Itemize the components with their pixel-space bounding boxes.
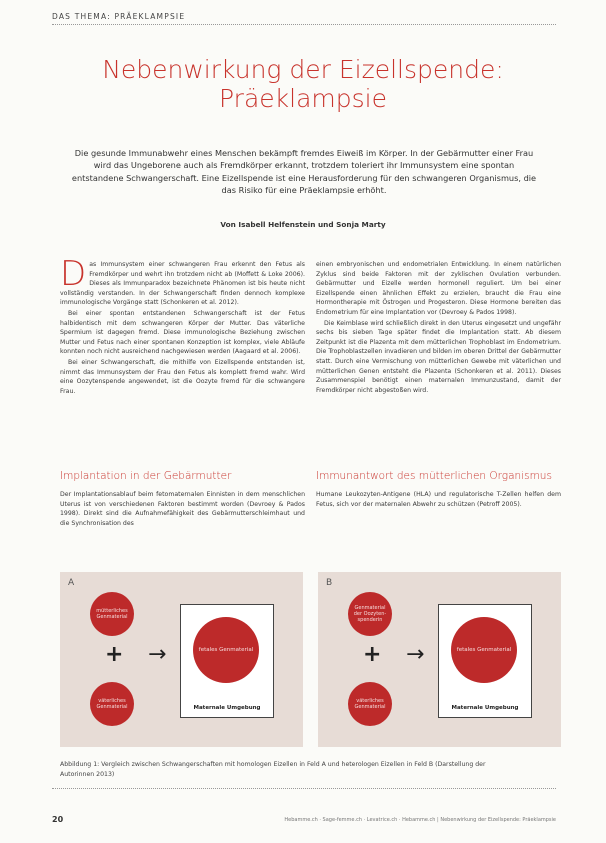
maternal-environment-label: Maternale Umgebung — [451, 705, 519, 711]
maternal-environment-box — [180, 604, 274, 718]
footer-text: Hebamme.ch · Sage-femme.ch · Levatrice.ch · Hebamme.ch | Nebenwirkung der Eizellspende: Präeklampsie — [284, 817, 556, 823]
article-lead: Die gesunde Immunabwehr eines Menschen bekämpft fremdes Eiweiß im Körper. In der Gebärmutter einer Frau wird das Ungeborene auch als Fremdkörper erkannt, trotzdem toleriert ihr Immunsystem eine spontan entstandene Schwangerschaft. Eine Eizellspende ist eine Herausforderung für den schwangeren Organismus, die das Risiko für eine Präeklampsie erhöht. — [71, 148, 537, 195]
body-column-left — [60, 254, 305, 398]
panel-letter: B — [326, 578, 333, 588]
page-number: 20 — [52, 815, 64, 824]
paternal-genes-circle: väterliches Genmaterial — [90, 682, 134, 726]
body-column-right — [316, 260, 561, 397]
body-paragraph: Bei einer Schwangerschaft, die mithilfe von Eizellspende entstanden ist, nimmt das Immunsystem der Frau den Fetus als komplett fremd wahr. Wird eine Oozytenspende angewendet, ist die Oozyte fremd für die schwangere Frau. — [60, 359, 305, 395]
fetal-genes-circle: fetales Genmaterial — [451, 617, 517, 683]
figure-caption: Abbildung 1: Vergleich zwischen Schwangerschaften mit homologen Eizellen in Feld A und heterologen Eizellen in Feld B (Darstellung der Autorinnen 2013) — [60, 761, 486, 778]
donor-genes-circle: Genmaterial der Oozyten-spenderin — [348, 592, 392, 636]
panel-letter: A — [68, 578, 75, 588]
body-paragraph: einen embryonischen und endometrialen Entwicklung. In einem natürlichen Zyklus sind beide Faktoren mit der zyklischen Ovulation verbunden. Gebärmutter und Eizelle werden hormonell reguliert. Um bei einer Eizellspende einen ähnlichen Effekt zu erzielen, braucht die Frau eine Hormontherapie mit Östrogen und Progesteron. Diese Hormone bereiten das Endometrium für eine Implantation vor (Devroey & Pados 1998). — [316, 261, 561, 317]
section-label: DAS THEMA: PRÄEKLAMPSIE — [52, 12, 186, 21]
plus-icon: + — [105, 642, 124, 667]
maternal-environment-box — [438, 604, 532, 718]
figure-panel-b — [318, 572, 561, 747]
figure-panel-a — [60, 572, 303, 747]
fetal-genes-circle: fetales Genmaterial — [193, 617, 259, 683]
arrow-right-icon: → — [148, 642, 167, 667]
subheading-implantation: Implantation in der Gebärmutter — [60, 470, 232, 482]
plus-icon: + — [363, 642, 382, 667]
maternal-environment-label: Maternale Umgebung — [193, 705, 261, 711]
top-divider — [52, 24, 556, 25]
arrow-right-icon: → — [406, 642, 425, 667]
article-authors: Von Isabell Helfenstein und Sonja Marty — [220, 220, 386, 229]
drop-cap: D — [60, 254, 87, 294]
subheading-immune-response: Immunantwort des mütterlichen Organismus — [316, 470, 552, 482]
body-paragraph: Bei einer spontan entstandenen Schwangerschaft ist der Fetus halbidentisch mit dem schwangeren Körper der Mutter. Das väterliche Spermium ist dagegen fremd. Diese immunologische Beziehung zwischen Mutter und Fetus nach einer spontanen Konzeption ist komplex, viele Abläufe konnten noch nicht ausreichend nachgewiesen werden (Aagaard et al. 2006). — [60, 310, 305, 356]
implantation-text: Der Implantationsablauf beim fetomaternalen Einnisten in dem menschlichen Uterus ist von verschiedenen Faktoren bestimmt worden (Devroey & Pados 1998). Direkt sind die Aufnahmefähigkeit des Gebärmutterschleimhaut und die Synchronisation des — [60, 491, 305, 527]
title-line-2: Präeklampsie — [219, 83, 387, 113]
bottom-divider — [52, 788, 556, 789]
paternal-genes-circle: väterliches Genmaterial — [348, 682, 392, 726]
title-line-1: Nebenwirkung der Eizellspende: — [102, 55, 504, 84]
article-title — [40, 56, 566, 114]
maternal-genes-circle: mütterliches Genmaterial — [90, 592, 134, 636]
body-paragraph: as Immunsystem einer schwangeren Frau erkennt den Fetus als Fremdkörper und wehrt ihn trotzdem nicht ab (Moffett & Loke 2006). Dieses als Immunparadox bezeichnete Phänomen ist bis heute nicht vollständig verstanden. In der Schwangerschaft finden dennoch komplexe immunologische Vorgänge statt (Schonkeren et al. 2012). — [60, 261, 305, 307]
immune-response-text: Humane Leukozyten-Antigene (HLA) und regulatorische T-Zellen helfen dem Fetus, sich vor der maternalen Abwehr zu schützen (Petroff 2005). — [316, 491, 561, 508]
body-paragraph: Die Keimblase wird schließlich direkt in den Uterus eingesetzt und ungefähr sechs bis sieben Tage später findet die Implantation statt. Ab diesem Zeitpunkt ist die Plazenta mit dem mütterlichen Trophoblast im Endometrium. Die Trophoblastzellen invadieren und bilden im oberen Drittel der Gebärmutter statt. Durch eine Vermischung von mütterlichen Gewebe mit väterlichen und mütterlichen Genen entsteht die Plazenta (Schonkeren et al. 2011). Dieses Zusammenspiel benötigt einen maternalen Immunzustand, damit der Fremdkörper nicht abgestoßen wird. — [316, 319, 561, 394]
